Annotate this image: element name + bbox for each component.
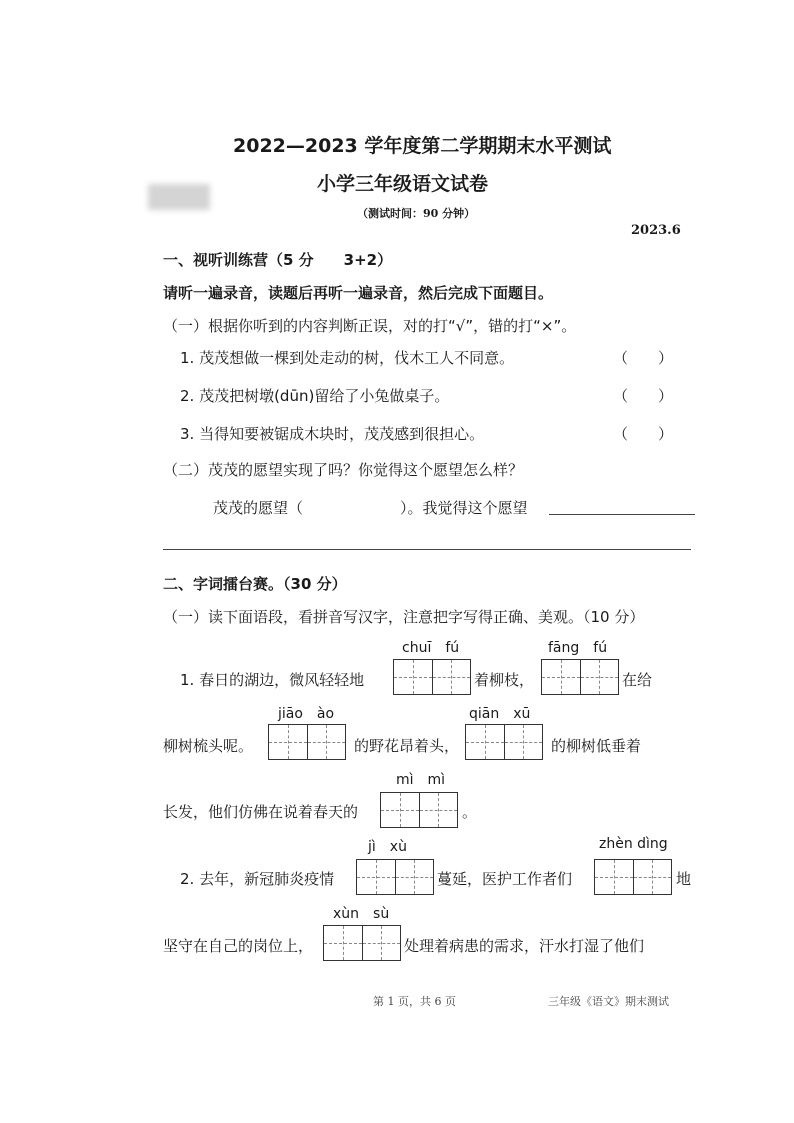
char-box-zhen-ding[interactable] [594, 859, 672, 895]
tf-answer-2[interactable]: （ ） [613, 387, 674, 405]
exam-title: 2022—2023 学年度第二学期期末水平测试 [233, 135, 612, 157]
pinyin-zhen-ding: zhèn dìng [599, 836, 668, 852]
section1-heading: 一、视听训练营（5 分 3+2） [163, 251, 393, 269]
q2-text-4: 坚守在自己的岗位上， [163, 937, 314, 955]
q1-text-4: 柳树梳头呢。 [163, 737, 254, 755]
tf-item-3: 3. 当得知要被锯成木块时，茂茂感到很担心。 [180, 425, 485, 443]
q2-text-2: 蔓延，医护工作者们 [437, 870, 573, 888]
exam-date: 2023.6 [631, 223, 681, 238]
q1-text-2: 着柳枝， [474, 671, 535, 689]
q1-text-6: 的柳树低垂着 [551, 737, 642, 755]
q1-text-3: 在给 [622, 671, 653, 689]
char-box-qian-xu[interactable] [465, 724, 543, 760]
char-box-xun-su[interactable] [323, 925, 401, 961]
tf-item-1: 1. 茂茂想做一棵到处走动的树，伐木工人不同意。 [180, 349, 515, 367]
q1-text-1: 1. 春日的湖边，微风轻轻地 [180, 671, 365, 689]
char-box-mi-mi[interactable] [380, 792, 458, 828]
wish-answer-line-2[interactable] [163, 549, 691, 550]
pinyin-mi-mi: mì mì [396, 772, 446, 788]
pinyin-chui-fu: chuī fú [402, 640, 460, 656]
section1-instruction: 请听一遍录音，读题后再听一遍录音，然后完成下面题目。 [163, 284, 554, 302]
q1-text-5: 的野花昂着头， [354, 737, 460, 755]
pinyin-ji-xu: jì xù [368, 839, 407, 855]
footer-exam-name: 三年级《语文》期末测试 [548, 995, 669, 1008]
wish-answer-line[interactable] [549, 514, 695, 515]
tf-item-2: 2. 茂茂把树墩(dūn)留给了小兔做桌子。 [180, 387, 450, 405]
char-box-jiao-ao[interactable] [268, 724, 346, 760]
pinyin-fang-fu: fāng fú [548, 640, 608, 656]
section2-part1-heading: （一）读下面语段，看拼音写汉字，注意把字写得正确、美观。（10 分） [163, 608, 645, 626]
redacted-mark [148, 184, 210, 210]
pinyin-xun-su: xùn sù [333, 906, 390, 922]
q2-text-1: 2. 去年，新冠肺炎疫情 [180, 870, 335, 888]
char-box-fang-fu[interactable] [541, 659, 619, 695]
section1-part1-heading: （一）根据你听到的内容判断正误，对的打“√”，错的打“×”。 [163, 317, 577, 335]
char-box-ji-xu[interactable] [356, 859, 434, 895]
tf-answer-1[interactable]: （ ） [613, 349, 674, 367]
tf-answer-3[interactable]: （ ） [613, 425, 674, 443]
test-duration: （测试时间：90 分钟） [357, 207, 476, 220]
q1-text-7: 长发，他们仿佛在说着春天的 [163, 803, 359, 821]
q2-text-5: 处理着病患的需求，汗水打湿了他们 [404, 937, 645, 955]
char-box-chui-fu[interactable] [393, 659, 471, 695]
section2-heading: 二、字词擂台赛。（30 分） [163, 575, 347, 593]
section1-part2-heading: （二）茂茂的愿望实现了吗？你觉得这个愿望怎么样？ [163, 461, 524, 479]
wish-line-mid: ）。我觉得这个愿望 [400, 499, 528, 517]
q1-text-8: 。 [462, 803, 478, 821]
exam-subtitle: 小学三年级语文试卷 [317, 173, 489, 195]
q2-text-3: 地 [676, 870, 692, 888]
wish-line-prefix: 茂茂的愿望（ [213, 499, 304, 517]
footer-page-number: 第 1 页，共 6 页 [373, 995, 456, 1008]
pinyin-jiao-ao: jiāo ào [278, 706, 335, 722]
pinyin-qian-xu: qiān xū [469, 706, 531, 722]
